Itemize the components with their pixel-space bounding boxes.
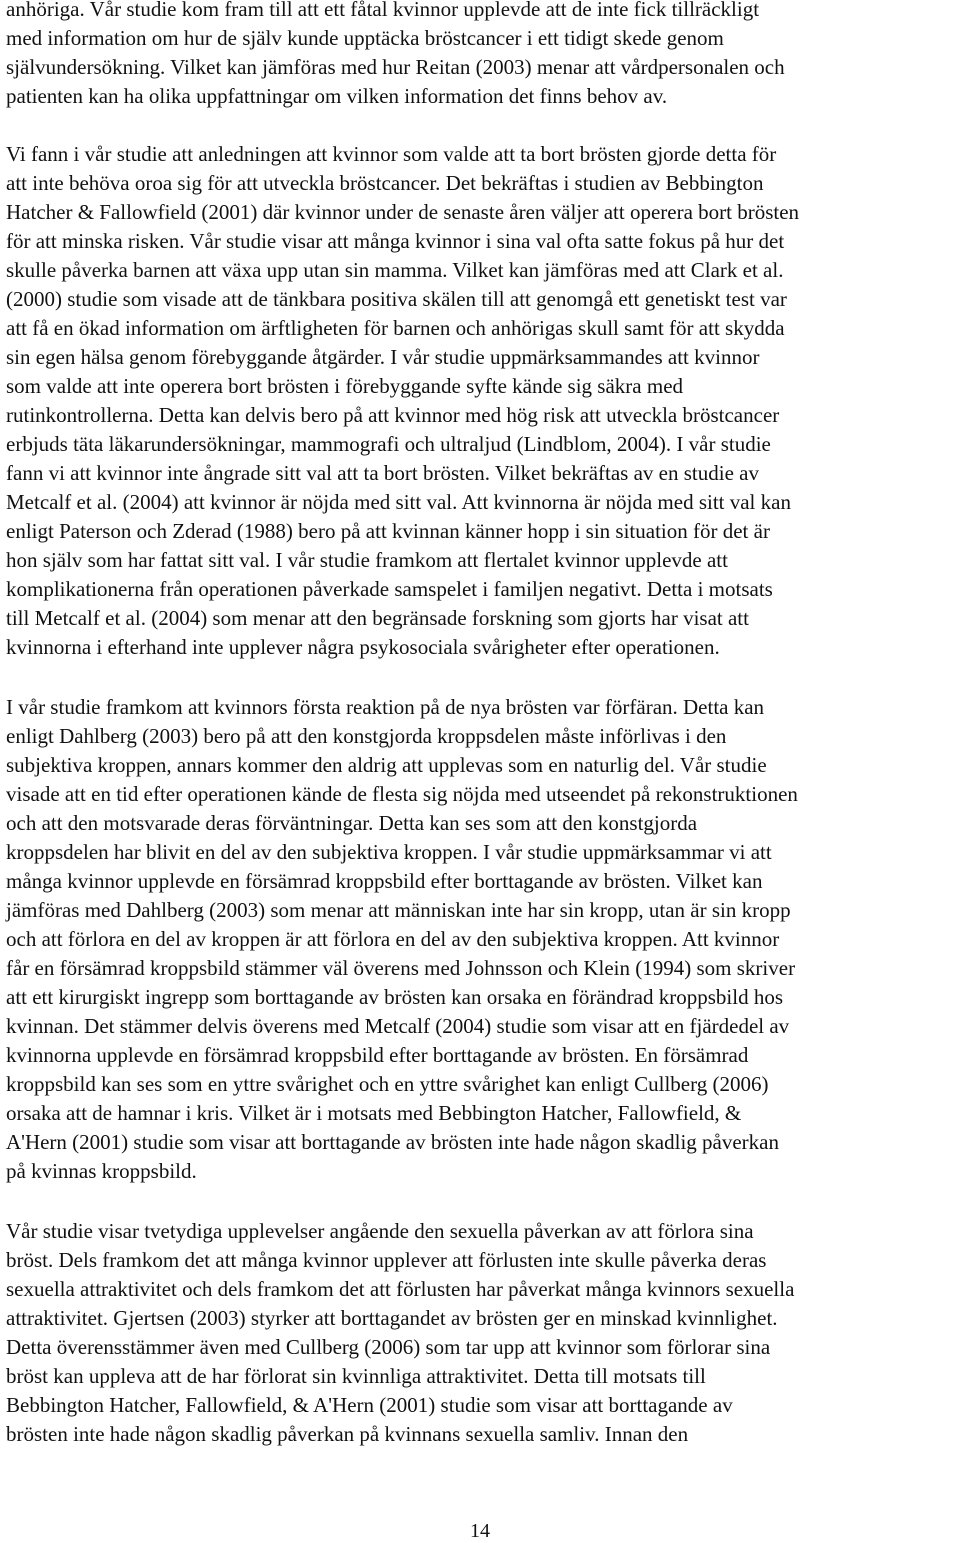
- text-line: bröst kan uppleva att de har förlorat sin kvinnliga attraktivitet. Detta till motsats till: [6, 1364, 706, 1388]
- text-line: många kvinnor upplevde en försämrad kroppsbild efter borttagande av brösten. Vilket kan: [6, 869, 763, 893]
- text-line: erbjuds täta läkarundersökningar, mammografi och ultraljud (Lindblom, 2004). I vår studie: [6, 432, 771, 456]
- text-line: kvinnorna upplevde en försämrad kroppsbild efter borttagande av brösten. En försämrad: [6, 1043, 749, 1067]
- text-line: kvinnan. Det stämmer delvis överens med Metcalf (2004) studie som visar att en fjärdedel av: [6, 1014, 790, 1038]
- text-line: kvinnorna i efterhand inte upplever några psykosociala svårigheter efter operationen.: [6, 635, 720, 659]
- text-line: jämföras med Dahlberg (2003) som menar att människan inte har sin kropp, utan är sin kropp: [6, 898, 791, 922]
- text-line: enligt Dahlberg (2003) bero på att den konstgjorda kroppsdelen måste införlivas i den: [6, 724, 727, 748]
- text-line: för att minska risken. Vår studie visar att många kvinnor i sina val ofta satte fokus på hur det: [6, 229, 785, 253]
- text-line: att inte behöva oroa sig för att utveckla bröstcancer. Det bekräftas i studien av Bebbington: [6, 171, 764, 195]
- text-line: subjektiva kroppen, annars kommer den aldrig att upplevas som en naturlig del. Vår studie: [6, 753, 767, 777]
- text-line: kroppsdelen har blivit en del av den subjektiva kroppen. I vår studie uppmärksammar vi att: [6, 840, 772, 864]
- text-line: I vår studie framkom att kvinnors första reaktion på de nya brösten var förfäran. Detta kan: [6, 695, 765, 719]
- text-line: Detta överensstämmer även med Cullberg (2006) som tar upp att kvinnor som förlorar sina: [6, 1335, 771, 1359]
- text-line: komplikationerna från operationen påverkade samspelet i familjen negativt. Detta i motsats: [6, 577, 773, 601]
- text-line: Bebbington Hatcher, Fallowfield, & A'Hern (2001) studie som visar att borttagande av: [6, 1393, 733, 1417]
- text-line: anhöriga. Vår studie kom fram till att ett fåtal kvinnor upplevde att de inte fick tillräckligt: [6, 0, 760, 21]
- text-line: brösten inte hade någon skadlig påverkan på kvinnans sexuella samliv. Innan den: [6, 1422, 689, 1446]
- text-line: får en försämrad kroppsbild stämmer väl överens med Johnsson och Klein (1994) som skriver: [6, 956, 796, 980]
- text-line: visade att en tid efter operationen kände de flesta sig nöjda med utseendet på rekonstruktionen: [6, 782, 798, 806]
- text-line: orsaka att de hamnar i kris. Vilket är i motsats med Bebbington Hatcher, Fallowfield, &: [6, 1101, 742, 1125]
- text-line: kroppsbild kan ses som en yttre svårighet och en yttre svårighet kan enligt Cullberg (2006): [6, 1072, 769, 1096]
- text-line: bröst. Dels framkom det att många kvinnor upplever att förlusten inte skulle påverka deras: [6, 1248, 767, 1272]
- text-line: på kvinnas kroppsbild.: [6, 1159, 197, 1183]
- text-line: sexuella attraktivitet och dels framkom det att förlusten har påverkat många kvinnors sexuella: [6, 1277, 795, 1301]
- text-line: och att den motsvarade deras förväntningar. Detta kan ses som att den konstgjorda: [6, 811, 698, 835]
- text-line: sin egen hälsa genom förebyggande åtgärder. I vår studie uppmärksammandes att kvinnor: [6, 345, 760, 369]
- text-line: attraktivitet. Gjertsen (2003) styrker att borttagandet av brösten ger en minskad kvinnlighet.: [6, 1306, 778, 1330]
- paragraph-2: [6, 140, 958, 662]
- text-line: till Metcalf et al. (2004) som menar att den begränsade forskning som gjorts har visat att: [6, 606, 749, 630]
- paragraph-3: [6, 693, 958, 1186]
- text-line: patienten kan ha olika uppfattningar om vilken information det finns behov av.: [6, 84, 668, 108]
- text-line: hon själv som har fattat sitt val. I vår studie framkom att flertalet kvinnor upplevde att: [6, 548, 728, 572]
- text-line: med information om hur de själv kunde upptäcka bröstcancer i ett tidigt skede genom: [6, 26, 724, 50]
- text-line: att få en ökad information om ärftligheten för barnen och anhörigas skull samt för att skydda: [6, 316, 785, 340]
- text-line: självundersökning. Vilket kan jämföras med hur Reitan (2003) menar att vårdpersonalen och: [6, 55, 785, 79]
- text-line: enligt Paterson och Zderad (1988) bero på att kvinnan känner hopp i sin situation för det är: [6, 519, 770, 543]
- text-line: och att förlora en del av kroppen är att förlora en del av den subjektiva kroppen. Att kvinnor: [6, 927, 780, 951]
- text-line: fann vi att kvinnor inte ångrade sitt val att ta bort brösten. Vilket bekräftas av en studie av: [6, 461, 759, 485]
- text-line: (2000) studie som visade att de tänkbara positiva skälen till att genomgå ett genetiskt test var: [6, 287, 787, 311]
- page-number: 14: [470, 1520, 490, 1542]
- text-line: som valde att inte operera bort brösten i förebyggande syfte kände sig säkra med: [6, 374, 684, 398]
- text-line: att ett kirurgiskt ingrepp som borttagande av brösten kan orsaka en förändrad kroppsbild hos: [6, 985, 784, 1009]
- text-line: rutinkontrollerna. Detta kan delvis bero på att kvinnor med hög risk att utveckla bröstcancer: [6, 403, 780, 427]
- paragraph-1: [6, 0, 958, 111]
- text-line: A'Hern (2001) studie som visar att borttagande av brösten inte hade någon skadlig påverkan: [6, 1130, 779, 1154]
- text-line: Metcalf et al. (2004) att kvinnor är nöjda med sitt val. Att kvinnorna är nöjda med sitt val kan: [6, 490, 791, 514]
- text-line: skulle påverka barnen att växa upp utan sin mamma. Vilket kan jämföras med att Clark et al.: [6, 258, 784, 282]
- text-line: Vår studie visar tvetydiga upplevelser angående den sexuella påverkan av att förlora sina: [6, 1219, 754, 1243]
- text-line: Hatcher & Fallowfield (2001) där kvinnor under de senaste åren väljer att operera bort brösten: [6, 200, 800, 224]
- text-line: Vi fann i vår studie att anledningen att kvinnor som valde att ta bort brösten gjorde detta för: [6, 142, 777, 166]
- paragraph-4: [6, 1217, 958, 1449]
